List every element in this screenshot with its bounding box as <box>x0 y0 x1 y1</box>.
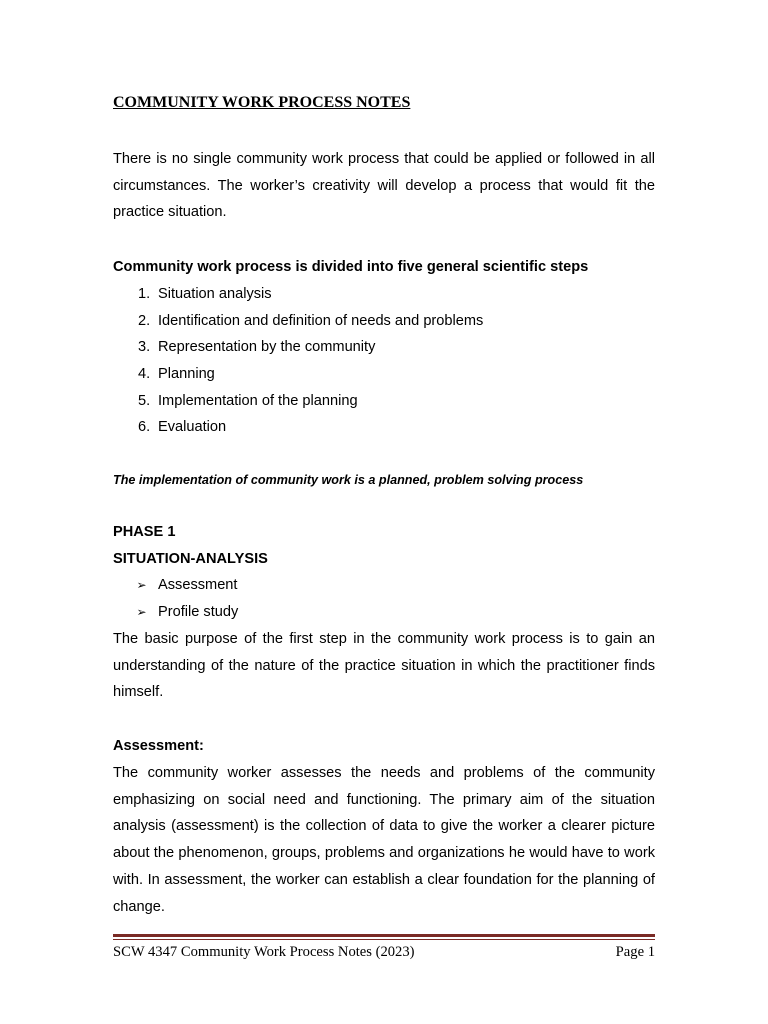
steps-list <box>113 281 483 441</box>
list-item <box>113 599 238 626</box>
list-item <box>113 334 483 361</box>
steps-heading: Community work process is divided into five general scientific steps <box>113 259 589 275</box>
footer-rule-thin <box>113 939 655 940</box>
phase-label: PHASE 1 <box>113 524 176 540</box>
list-item-text: Assessment <box>158 577 238 593</box>
list-number: 2. <box>138 312 151 329</box>
list-item-text: Representation by the community <box>158 339 376 356</box>
footer-course-text: SCW 4347 Community Work Process Notes (2023) <box>113 944 415 960</box>
arrow-bullet-icon: ➢ <box>136 604 147 619</box>
list-number: 6. <box>138 419 151 436</box>
list-item <box>113 361 483 388</box>
assessment-heading: Assessment: <box>113 738 204 754</box>
document-title: COMMUNITY WORK PROCESS NOTES <box>113 94 411 111</box>
phase-title: SITUATION-ANALYSIS <box>113 551 268 567</box>
list-item <box>113 414 483 441</box>
footer-page-number: Page 1 <box>615 944 655 960</box>
phase-bullets <box>113 572 238 625</box>
list-item-text: Profile study <box>158 603 239 620</box>
assessment-paragraph: The community worker assesses the needs and problems of the community emphasizing on social need and functioning. The primary aim of the situation analysis (assessment) is the collection of data to give the worker a clearer picture about the phenomenon, groups, problems and organizations he would have to work with. In assessment, the worker can establish a clear foundation for the planning of change. <box>113 765 655 915</box>
implementation-note: The implementation of community work is a planned, problem solving process <box>113 473 584 487</box>
list-item-text: Implementation of the planning <box>158 392 358 409</box>
list-number: 1. <box>138 286 151 302</box>
list-item-text: Identification and definition of needs and problems <box>158 312 484 329</box>
list-item-text: Evaluation <box>158 419 227 436</box>
list-item <box>113 281 483 308</box>
purpose-paragraph: The basic purpose of the first step in the community work process is to gain an understanding of the nature of the practice situation in which the practitioner finds himself. <box>113 631 655 701</box>
list-item <box>113 388 483 415</box>
list-item-text: Planning <box>158 366 215 383</box>
list-item <box>113 572 238 599</box>
list-item-text: Situation analysis <box>158 286 272 302</box>
list-number: 3. <box>138 339 151 356</box>
intro-paragraph: There is no single community work process that could be applied or followed in all circumstances. The worker’s creativity will develop a process that would fit the practice situation. <box>113 151 655 221</box>
list-number: 5. <box>138 392 151 409</box>
list-number: 4. <box>138 366 151 383</box>
list-item <box>113 308 483 335</box>
footer-rule-thick <box>113 934 655 937</box>
arrow-bullet-icon: ➢ <box>136 578 147 592</box>
